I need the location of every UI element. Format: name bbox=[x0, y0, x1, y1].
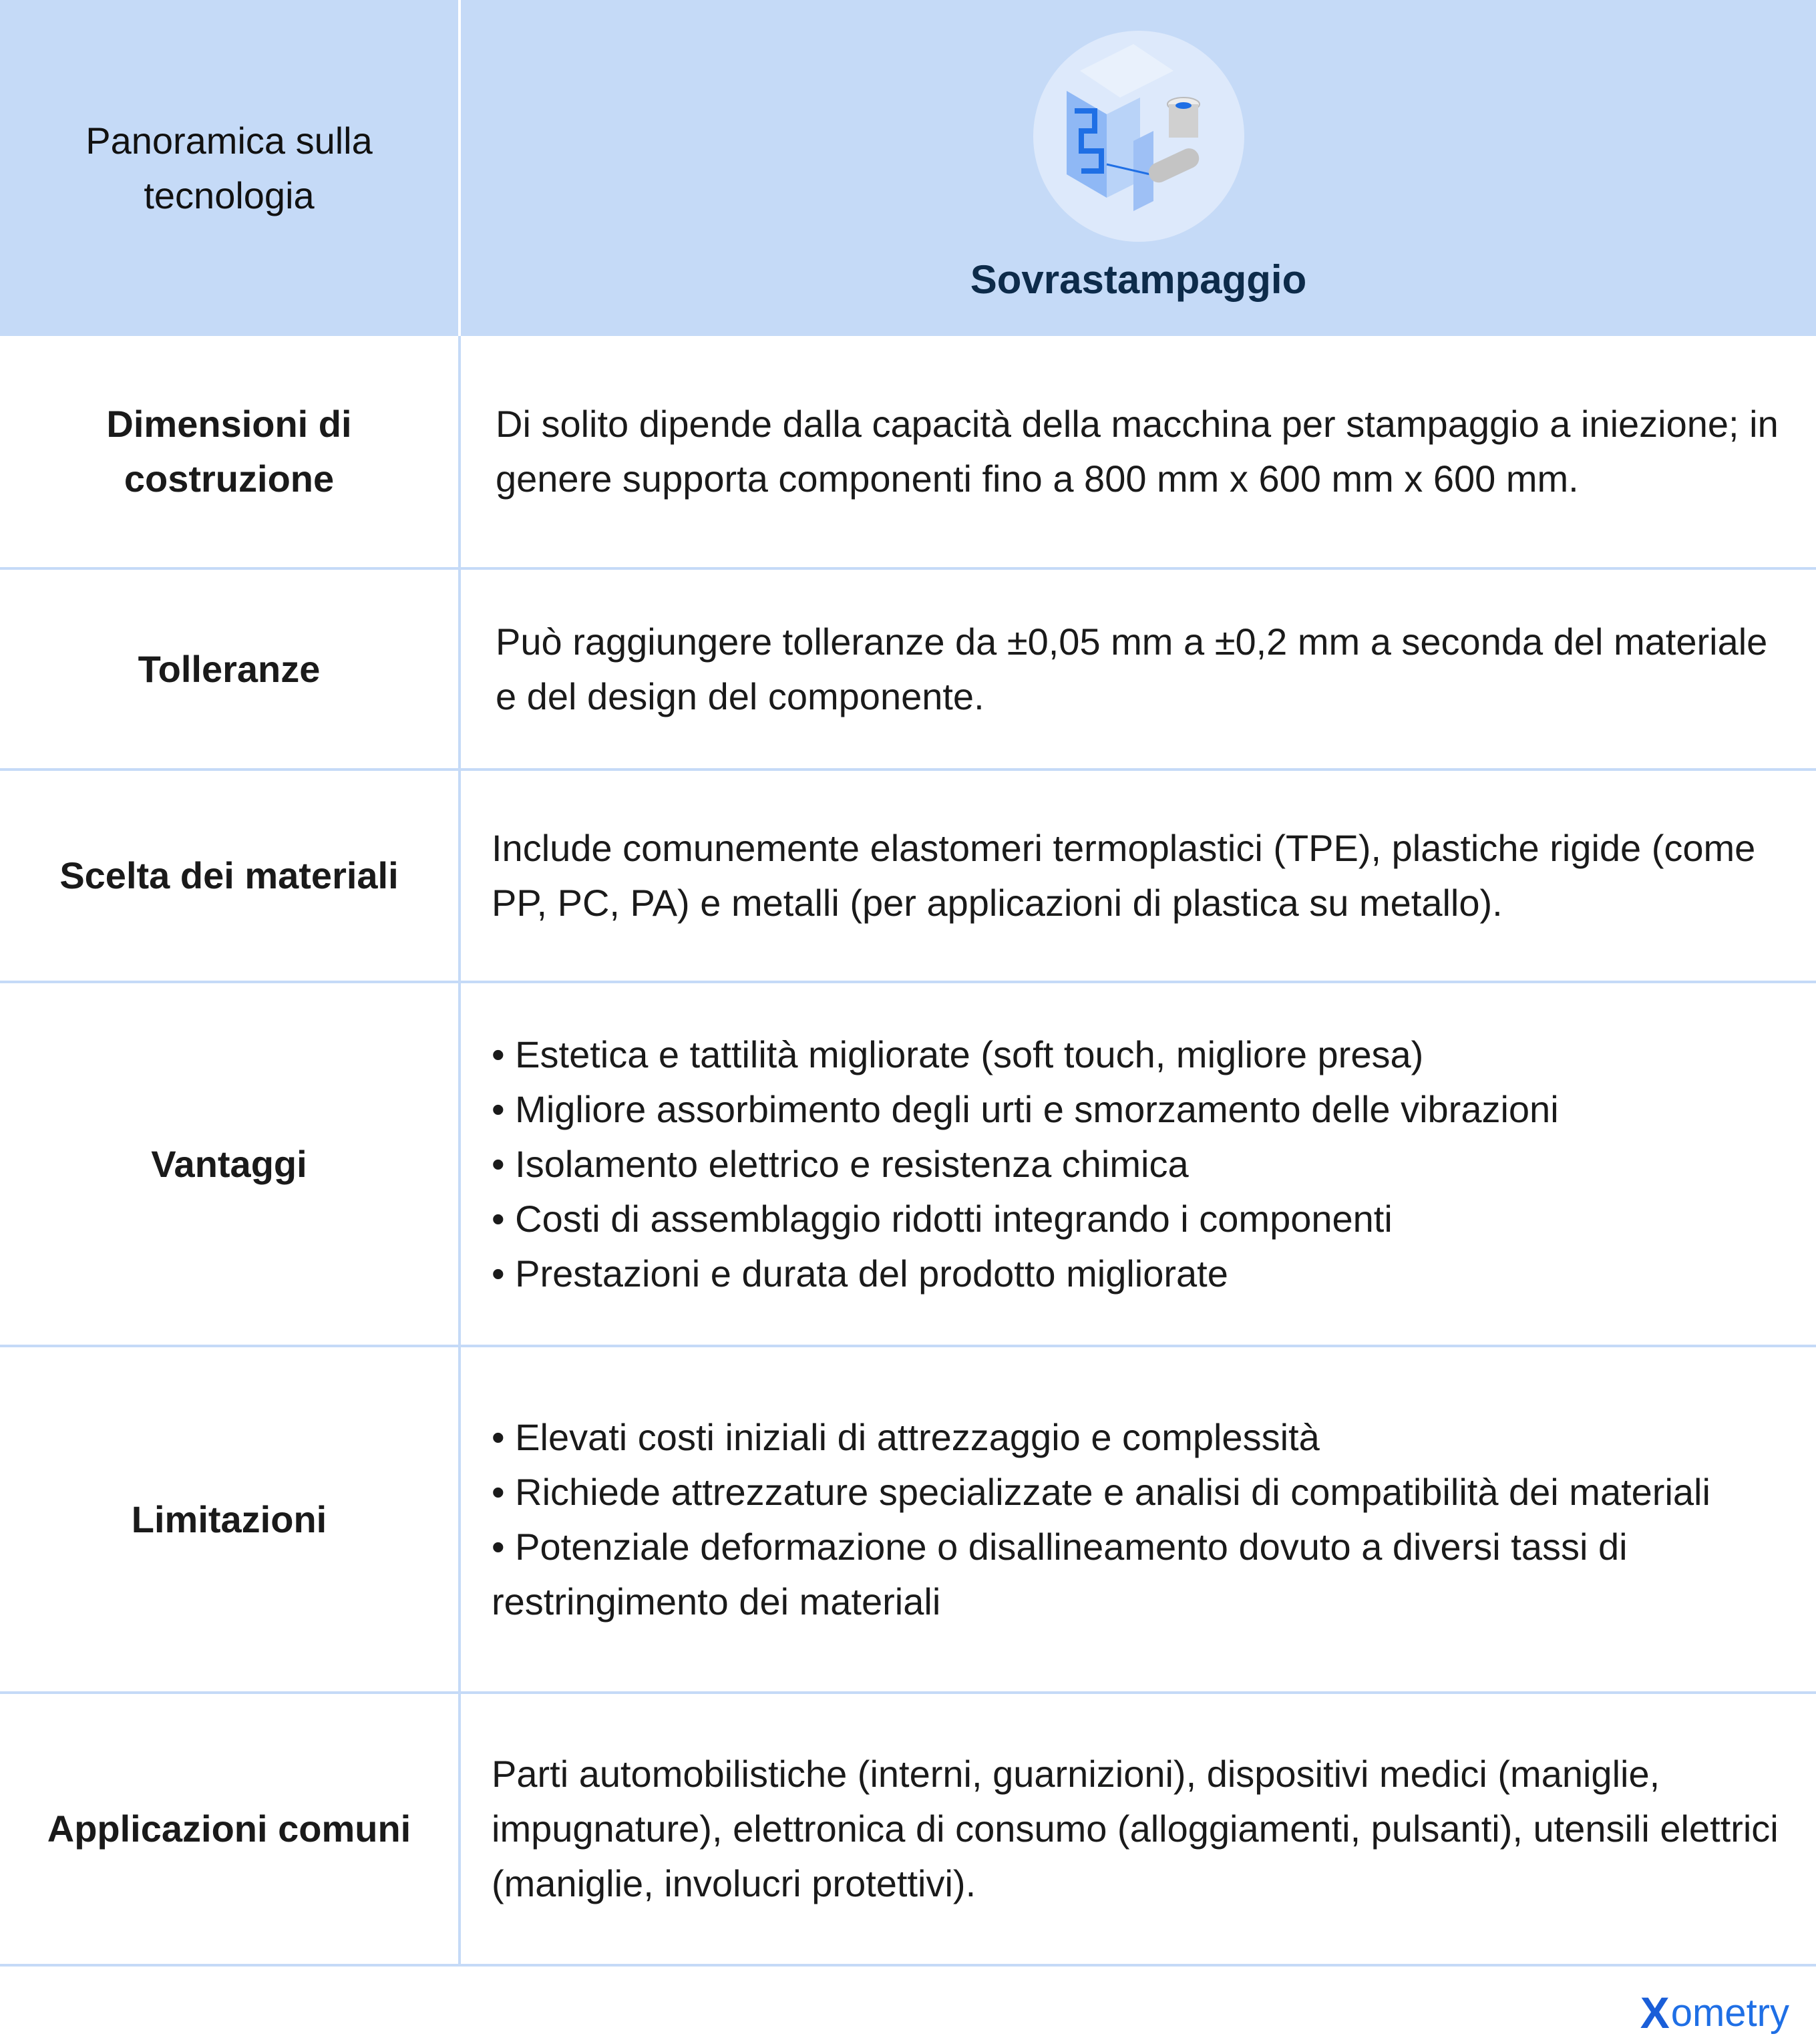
row-text: Può raggiungere tolleranze da ±0,05 mm a ±0,2 mm a seconda del materiale e del design del componente. bbox=[496, 620, 1768, 717]
row-label: Dimensioni di costruzione bbox=[0, 336, 461, 567]
table-row-limitazioni bbox=[0, 1347, 1816, 1694]
technology-title: Sovrastampaggio bbox=[970, 257, 1307, 302]
list-item: • Prestazioni e durata del prodotto migliorate bbox=[492, 1252, 1228, 1295]
list-item: • Elevati costi iniziali di attrezzaggio e complessità bbox=[492, 1415, 1320, 1458]
row-value bbox=[461, 336, 1816, 567]
table-row-tolleranze bbox=[0, 570, 1816, 771]
row-label: Applicazioni comuni bbox=[0, 1694, 461, 1964]
logo-x-mark: X bbox=[1640, 1988, 1670, 2037]
table-row-applicazioni bbox=[0, 1694, 1816, 1967]
list-item: • Costi di assemblaggio ridotti integrando i componenti bbox=[492, 1197, 1393, 1240]
list-item: • Potenziale deformazione o disallineamento dovuto a diversi tassi di restringimento dei materiali bbox=[492, 1525, 1628, 1623]
list-item: • Isolamento elettrico e resistenza chimica bbox=[492, 1142, 1189, 1185]
row-text: Parti automobilistiche (interni, guarnizioni), dispositivi medici (maniglie, impugnature), elettronica di consumo (alloggiamenti, pulsanti), utensili elettrici (maniglie, involucri protettivi). bbox=[492, 1753, 1779, 1904]
row-text: Include comunemente elastomeri termoplastici (TPE), plastiche rigide (come PP, PC, PA) e metalli (per applicazioni di plastica su metallo). bbox=[492, 827, 1756, 924]
row-label: Tolleranze bbox=[0, 570, 461, 768]
table-row-vantaggi bbox=[0, 983, 1816, 1347]
row-label: Limitazioni bbox=[0, 1347, 461, 1691]
list-item: • Richiede attrezzature specializzate e analisi di compatibilità dei materiali bbox=[492, 1470, 1710, 1513]
table-row-dimensioni bbox=[0, 336, 1816, 570]
table-header bbox=[0, 0, 1816, 336]
overmolding-machine-icon bbox=[1033, 31, 1244, 242]
header-label: Panoramica sulla tecnologia bbox=[0, 0, 461, 336]
header-technology bbox=[461, 0, 1816, 336]
table-row-materiali bbox=[0, 771, 1816, 983]
row-value bbox=[461, 570, 1816, 768]
logo-text: ometry bbox=[1670, 1991, 1789, 2035]
list-item: • Migliore assorbimento degli urti e smorzamento delle vibrazioni bbox=[492, 1087, 1559, 1130]
xometry-logo bbox=[1640, 1987, 1789, 2038]
row-value bbox=[461, 983, 1816, 1345]
row-label: Vantaggi bbox=[0, 983, 461, 1345]
row-value bbox=[461, 771, 1816, 981]
row-value bbox=[461, 1694, 1816, 1964]
list-item: • Estetica e tattilità migliorate (soft touch, migliore presa) bbox=[492, 1033, 1424, 1075]
row-text: Di solito dipende dalla capacità della macchina per stampaggio a iniezione; in genere supporta componenti fino a 800 mm x 600 mm x 600 mm. bbox=[496, 403, 1779, 500]
row-label: Scelta dei materiali bbox=[0, 771, 461, 981]
row-value bbox=[461, 1347, 1816, 1691]
